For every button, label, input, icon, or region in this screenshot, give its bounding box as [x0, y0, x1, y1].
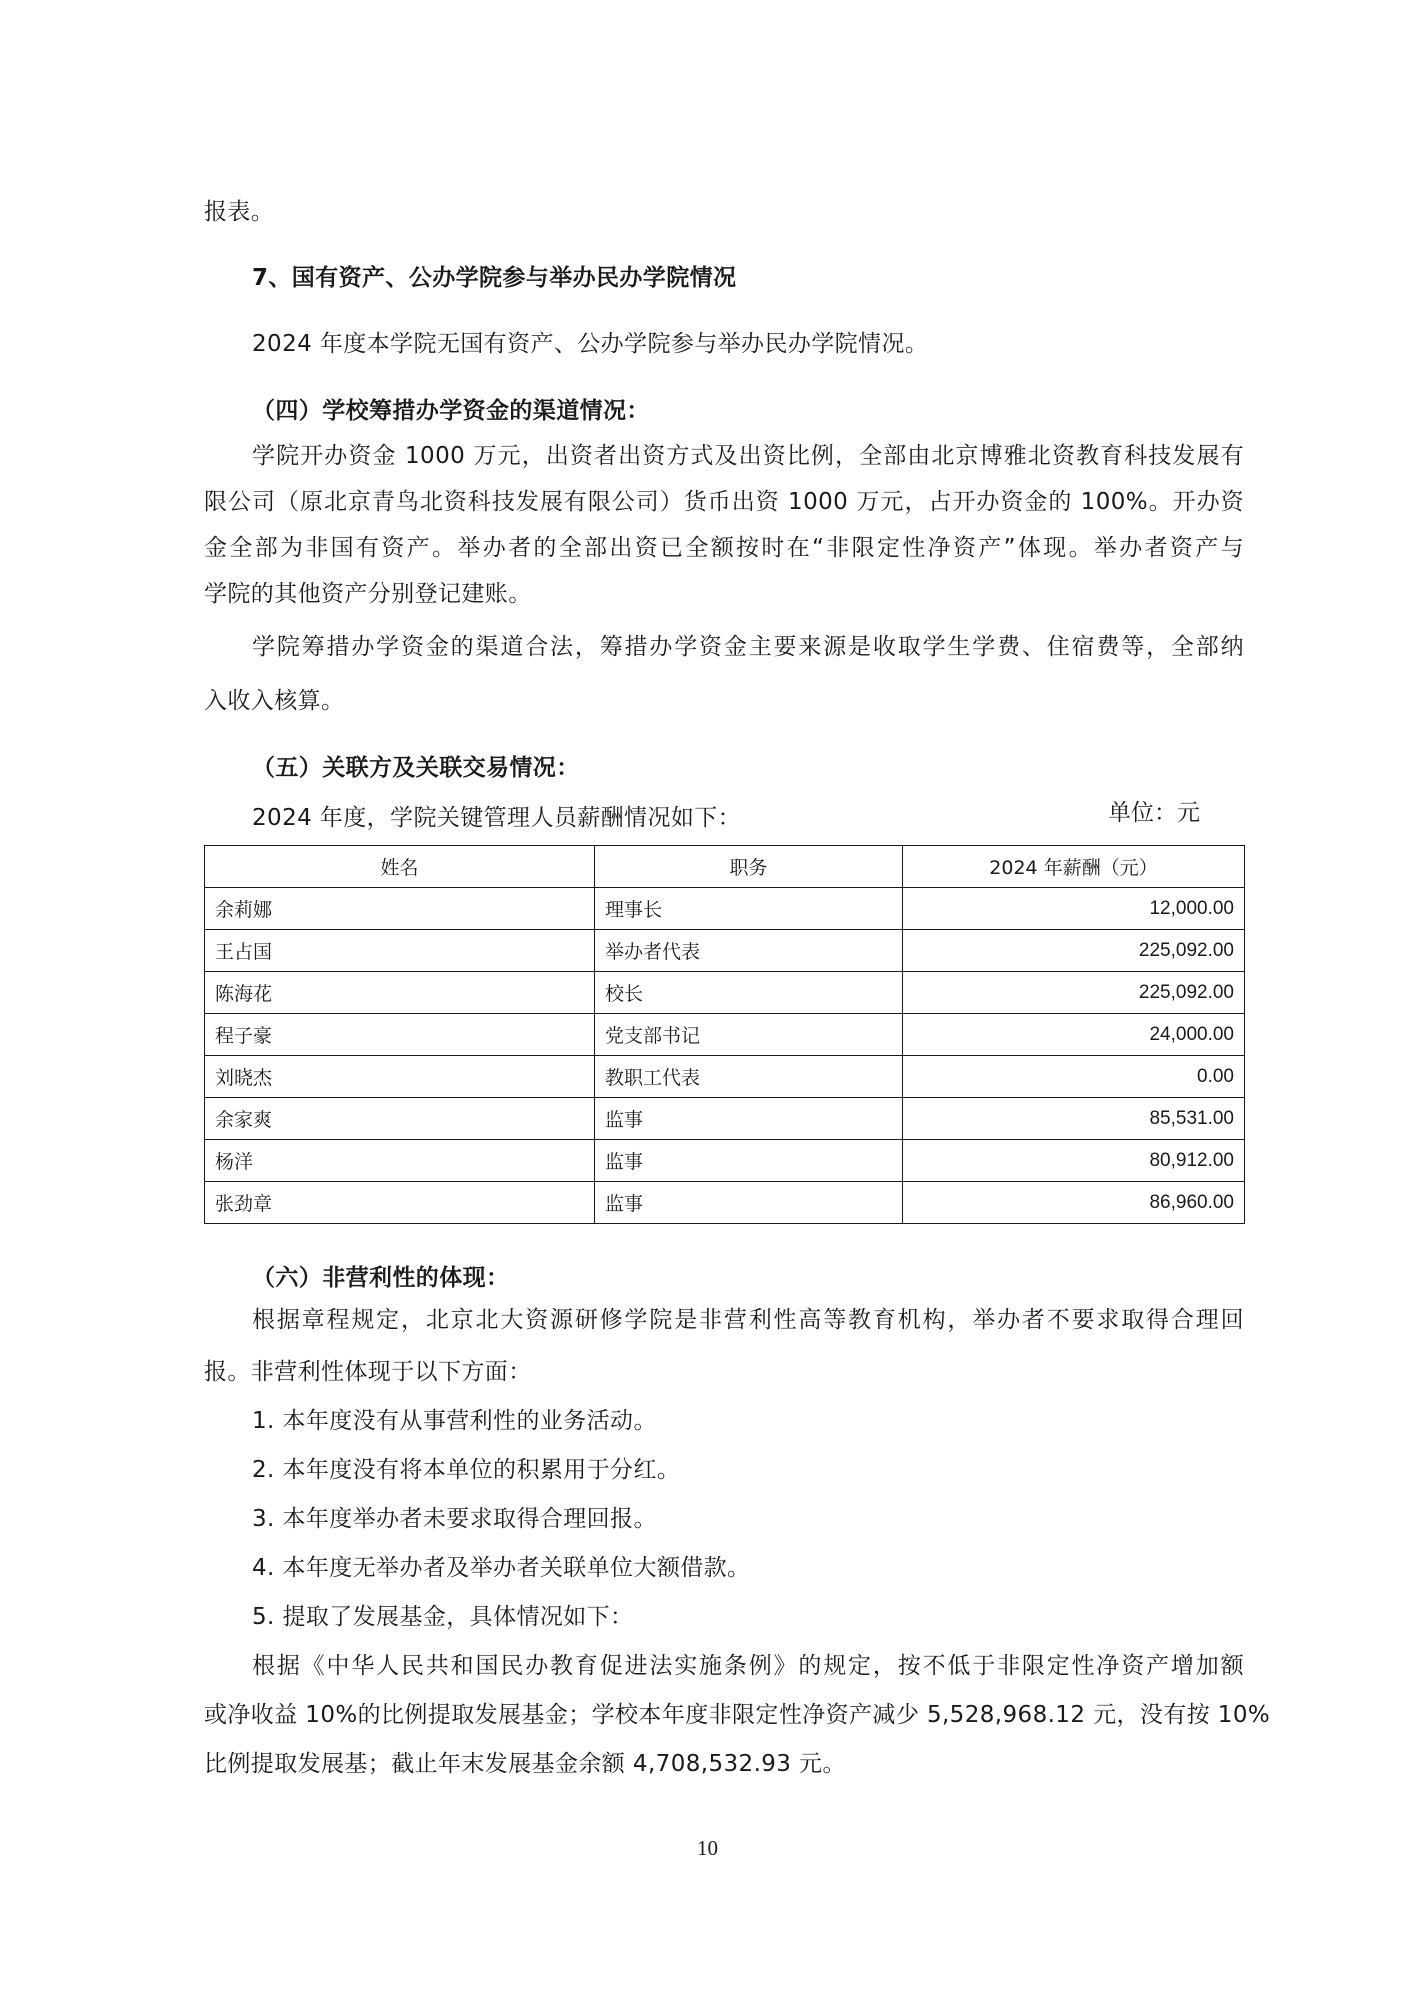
cell-name: 余莉娜: [205, 888, 595, 930]
table-row: [205, 1056, 1245, 1098]
cell-salary: 85,531.00: [903, 1098, 1245, 1140]
nonprofit-item-5: 5. 提取了发展基金，具体情况如下：: [252, 1604, 634, 1630]
cell-position: 举办者代表: [595, 930, 903, 972]
cell-position: 监事: [595, 1098, 903, 1140]
report-tail-text: 报表。: [204, 199, 275, 225]
section-heading-funding: （四）学校筹措办学资金的渠道情况：: [252, 398, 650, 424]
funding-paragraph-line-1: 学院开办资金 1000 万元，出资者出资方式及出资比例，全部由北京博雅北资教育科技发展有: [252, 443, 1244, 469]
cell-name: 刘晓杰: [205, 1056, 595, 1098]
nonprofit-item-1: 1. 本年度没有从事营利性的业务活动。: [252, 1408, 657, 1434]
funding-paragraph-line-4: 学院的其他资产分别登记建账。: [204, 581, 532, 607]
development-fund-line-1: 根据《中华人民共和国民办教育促进法实施条例》的规定，按不低于非限定性净资产增加额: [252, 1653, 1244, 1679]
column-header-position: 职务: [595, 846, 903, 888]
cell-name: 余家爽: [205, 1098, 595, 1140]
nonprofit-paragraph-line-1: 根据章程规定，北京北大资源研修学院是非营利性高等教育机构，举办者不要求取得合理回: [252, 1307, 1244, 1333]
salary-intro-text: 2024 年度，学院关键管理人员薪酬情况如下：: [252, 805, 742, 831]
cell-name: 张劲章: [205, 1182, 595, 1224]
cell-position: 理事长: [595, 888, 903, 930]
cell-salary: 80,912.00: [903, 1140, 1245, 1182]
funding-paragraph-line-2: 限公司（原北京青鸟北资科技发展有限公司）货币出资 1000 万元，占开办资金的 100%。开办资: [204, 489, 1244, 515]
cell-salary: 225,092.00: [903, 930, 1245, 972]
cell-salary: 12,000.00: [903, 888, 1245, 930]
cell-position: 监事: [595, 1182, 903, 1224]
table-row: [205, 888, 1245, 930]
section-heading-state-assets: 7、国有资产、公办学院参与举办民办学院情况: [252, 265, 737, 291]
section-heading-related-parties: （五）关联方及关联交易情况：: [252, 755, 580, 781]
funding-channel-line-1: 学院筹措办学资金的渠道合法，筹措办学资金主要来源是收取学生学费、住宿费等，全部纳: [252, 634, 1244, 660]
section-heading-nonprofit: （六）非营利性的体现：: [252, 1265, 510, 1291]
funding-paragraph-line-3: 金全部为非国有资产。举办者的全部出资已全额按时在“非限定性净资产”体现。举办者资产与: [204, 535, 1244, 561]
nonprofit-item-3: 3. 本年度举办者未要求取得合理回报。: [252, 1506, 657, 1532]
table-row: [205, 1098, 1245, 1140]
table-header-row: [205, 846, 1245, 888]
table-row: [205, 930, 1245, 972]
nonprofit-item-4: 4. 本年度无举办者及举办者关联单位大额借款。: [252, 1555, 751, 1581]
cell-salary: 24,000.00: [903, 1014, 1245, 1056]
cell-position: 党支部书记: [595, 1014, 903, 1056]
page-number: 10: [697, 1836, 718, 1860]
cell-position: 校长: [595, 972, 903, 1014]
column-header-salary: 2024 年薪酬（元）: [903, 846, 1245, 888]
cell-name: 程子豪: [205, 1014, 595, 1056]
development-fund-line-3: 比例提取发展基；截止年末发展基金余额 4,708,532.93 元。: [204, 1751, 846, 1777]
cell-position: 监事: [595, 1140, 903, 1182]
nonprofit-item-2: 2. 本年度没有将本单位的积累用于分红。: [252, 1457, 681, 1483]
salary-table: [204, 845, 1245, 1224]
column-header-name: 姓名: [205, 846, 595, 888]
cell-salary: 86,960.00: [903, 1182, 1245, 1224]
cell-salary: 225,092.00: [903, 972, 1245, 1014]
table-row: [205, 972, 1245, 1014]
cell-position: 教职工代表: [595, 1056, 903, 1098]
cell-salary: 0.00: [903, 1056, 1245, 1098]
nonprofit-paragraph-line-2: 报。非营利性体现于以下方面：: [204, 1359, 532, 1385]
table-row: [205, 1182, 1245, 1224]
table-row: [205, 1140, 1245, 1182]
table-row: [205, 1014, 1245, 1056]
funding-channel-line-2: 入收入核算。: [204, 688, 345, 714]
development-fund-line-2: 或净收益 10%的比例提取发展基金；学校本年度非限定性净资产减少 5,528,968.12 元，没有按 10%: [204, 1702, 1271, 1728]
state-assets-paragraph: 2024 年度本学院无国有资产、公办学院参与举办民办学院情况。: [252, 331, 929, 357]
cell-name: 王占国: [205, 930, 595, 972]
cell-name: 陈海花: [205, 972, 595, 1014]
unit-label: 单位：元: [1108, 800, 1200, 826]
cell-name: 杨洋: [205, 1140, 595, 1182]
